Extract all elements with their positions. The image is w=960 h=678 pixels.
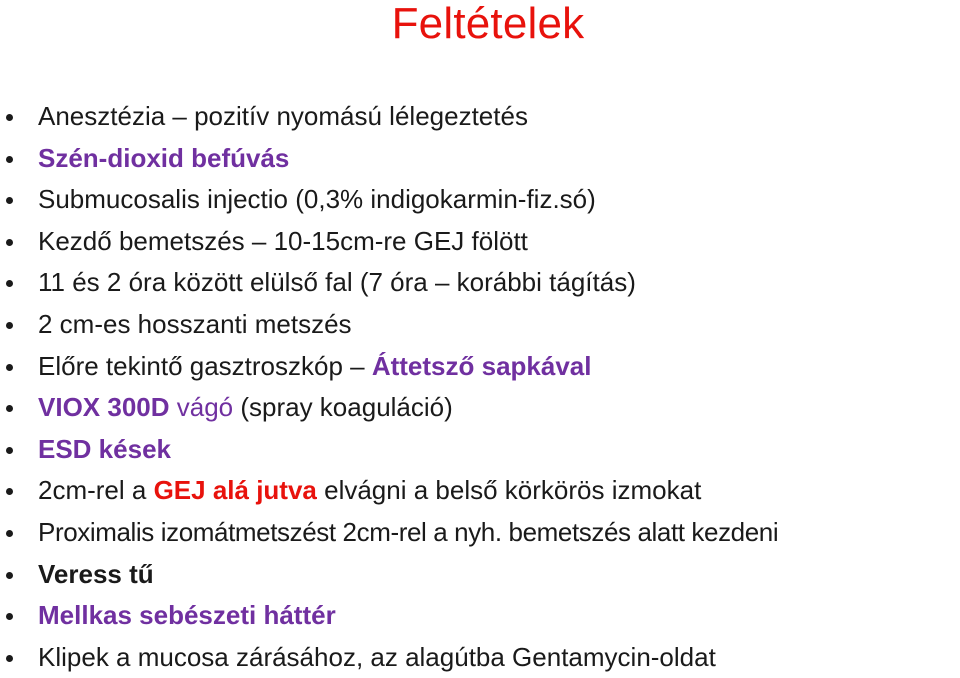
bullet-item <box>0 262 778 304</box>
bullet-item <box>0 554 778 596</box>
bullet-text: ESD kések <box>38 433 171 464</box>
bullet-text: Klipek a mucosa zárásához, az alagútba Gentamycin-oldat <box>38 641 716 672</box>
bullet-item <box>0 470 778 512</box>
bullet-item <box>0 304 778 346</box>
bullet-text: Veress tű <box>38 558 154 589</box>
bullet-dot-icon <box>6 239 13 246</box>
bullet-text: Proximalis izomátmetszést 2cm-rel a nyh. bemetszés alatt kezdeni <box>38 516 779 547</box>
bullet-text: Előre tekintő gasztroszkóp – <box>38 350 372 381</box>
bullet-text: 2 cm-es hosszanti metszés <box>38 308 352 339</box>
bullet-text: Submucosalis injectio (0,3% indigokarmin-fiz.só) <box>38 184 596 215</box>
bullet-text: 11 és 2 óra között elülső fal (7 óra – korábbi tágítás) <box>38 267 636 298</box>
bullet-dot-icon <box>6 405 13 412</box>
bullet-item <box>0 512 778 554</box>
bullet-dot-icon <box>6 364 13 371</box>
bullet-text: vágó <box>169 392 234 423</box>
bullet-dot-icon <box>6 655 13 662</box>
bullet-emphasis: Áttetsző sapkával <box>371 350 592 381</box>
bullet-text: Mellkas sebészeti háttér <box>38 600 336 631</box>
bullet-dot-icon <box>6 156 13 163</box>
bullet-dot-icon <box>6 613 13 620</box>
slide-title: Feltételek <box>391 0 585 48</box>
bullet-emphasis: GEJ alá jutva <box>153 475 317 506</box>
bullet-item <box>0 346 778 388</box>
bullet-text: Kezdő bemetszés – 10-15cm-re GEJ fölött <box>38 225 528 256</box>
bullet-dot-icon <box>6 572 13 579</box>
bullet-item <box>0 179 778 221</box>
bullet-text: elvágni a belső körkörös izmokat <box>316 475 702 506</box>
bullet-text: Anesztézia – pozitív nyomású lélegeztetés <box>38 101 528 131</box>
bullet-dot-icon <box>6 488 13 495</box>
bullet-list <box>0 96 778 678</box>
bullet-item <box>0 387 778 429</box>
bullet-item <box>0 637 778 678</box>
bullet-dot-icon <box>6 114 13 121</box>
bullet-text: 2cm-rel a <box>38 475 154 506</box>
bullet-item <box>0 96 778 138</box>
bullet-item <box>0 221 778 263</box>
bullet-dot-icon <box>6 197 13 204</box>
bullet-text: Szén-dioxid befúvás <box>38 142 290 173</box>
bullet-emphasis: VIOX 300D <box>38 392 170 423</box>
bullet-dot-icon <box>6 447 13 454</box>
bullet-text: (spray koaguláció) <box>233 392 453 423</box>
bullet-item <box>0 429 778 471</box>
bullet-dot-icon <box>6 530 13 537</box>
bullet-dot-icon <box>6 280 13 287</box>
bullet-item <box>0 595 778 637</box>
bullet-item <box>0 138 778 180</box>
bullet-dot-icon <box>6 322 13 329</box>
